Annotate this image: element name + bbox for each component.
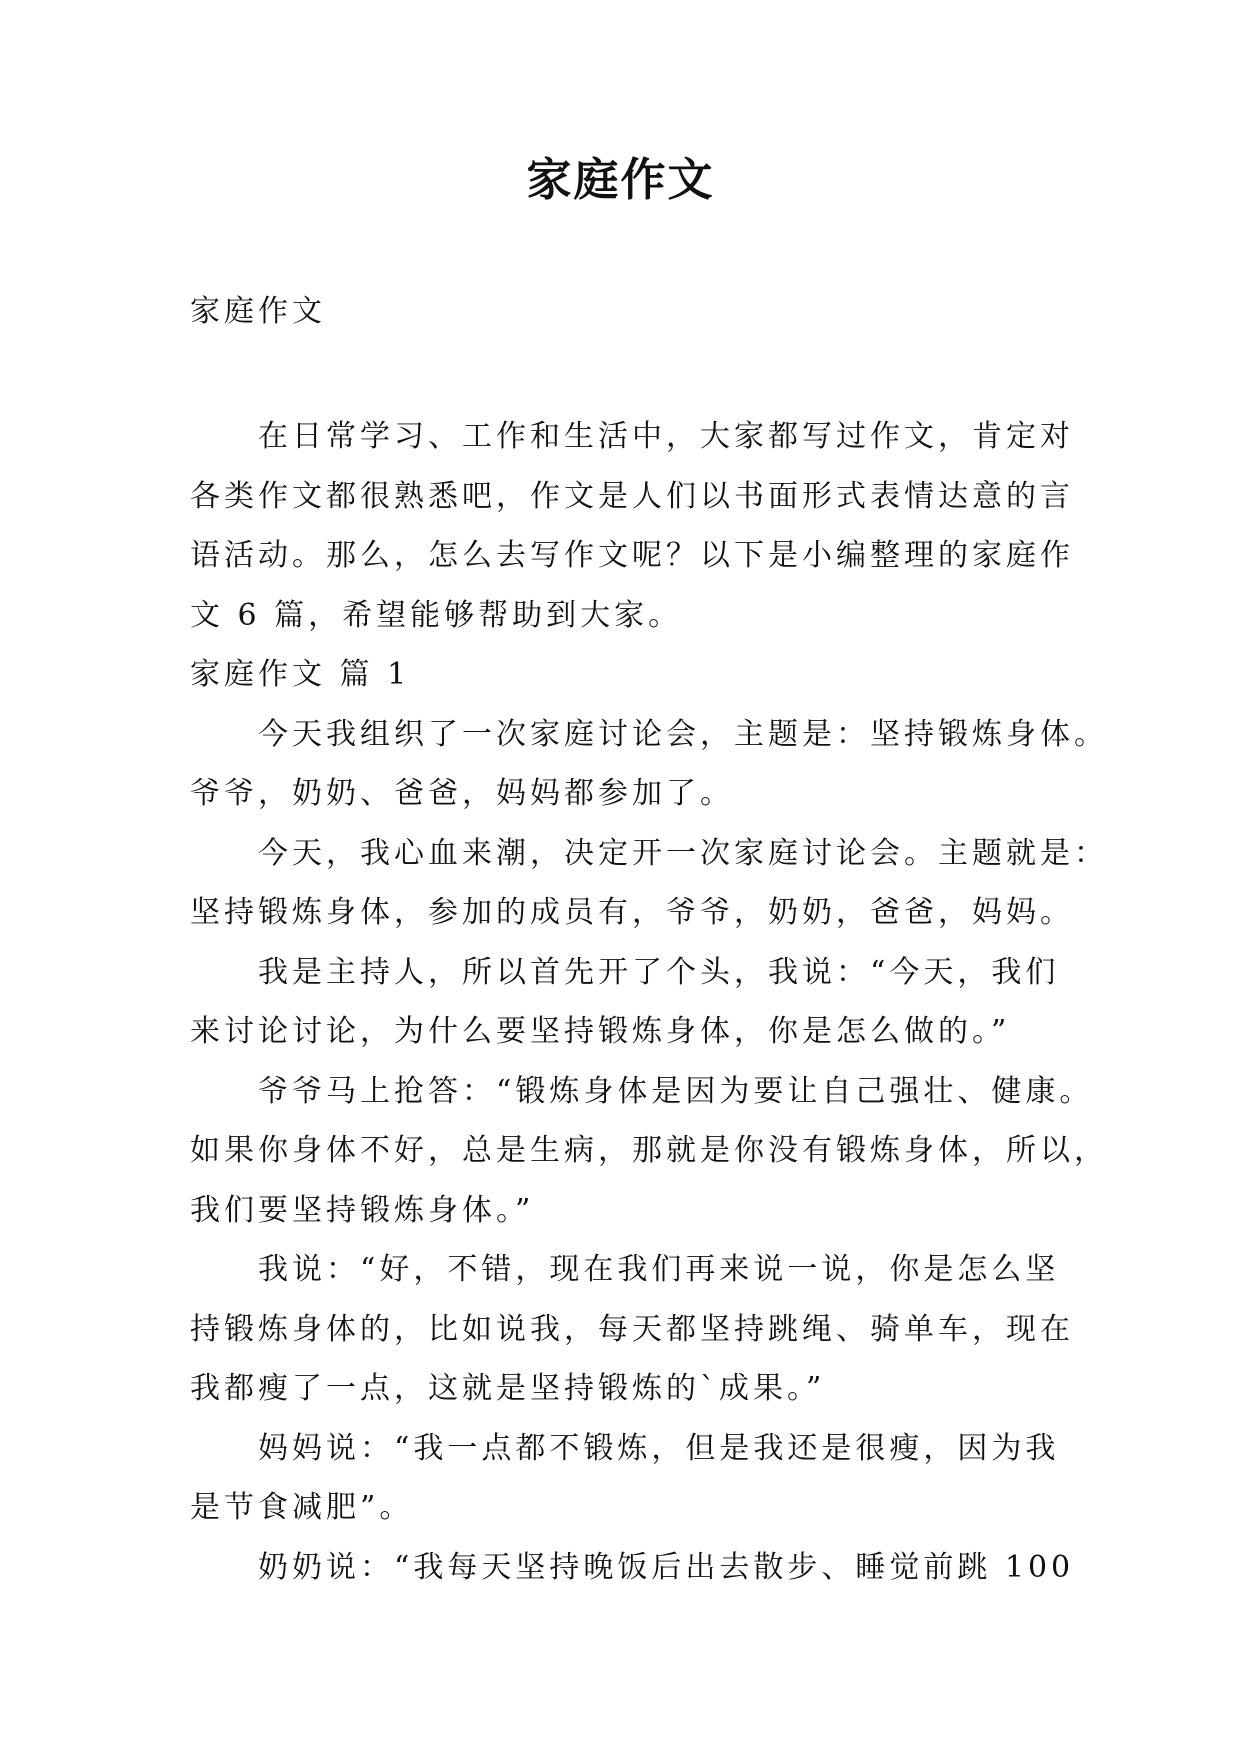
line-text: 我说：“好，不错，现在我们再来说一说，你是怎么坚 bbox=[258, 1252, 1060, 1287]
text-line bbox=[190, 1240, 1070, 1300]
document-subtitle: 家庭作文 bbox=[190, 294, 326, 329]
text-line bbox=[190, 1181, 1070, 1241]
text-line bbox=[190, 824, 1108, 884]
text-line bbox=[190, 764, 1070, 824]
text-line bbox=[190, 1538, 1075, 1598]
text-line bbox=[190, 526, 1074, 586]
line-text: 语活动。那么，怎么去写作文呢？以下是小编整理的家庭作 bbox=[190, 538, 1074, 573]
text-line bbox=[190, 1002, 1070, 1062]
line-text: 各类作文都很熟悉吧，作文是人们以书面形式表情达意的言 bbox=[190, 478, 1074, 514]
line-text: 我都瘦了一点，这就是坚持锻炼的`成果。” bbox=[190, 1371, 826, 1406]
text-line bbox=[190, 705, 1108, 765]
line-text: 是节食减肥”。 bbox=[190, 1490, 414, 1525]
text-line bbox=[190, 1359, 1070, 1419]
text-line bbox=[190, 883, 1074, 943]
line-text: 爷爷，奶奶、爸爸，妈妈都参加了。 bbox=[190, 776, 734, 811]
body-text bbox=[190, 407, 1108, 1597]
text-line bbox=[190, 1300, 1074, 1360]
text-line bbox=[190, 467, 1074, 527]
line-text: 家庭作文 篇 1 bbox=[190, 657, 411, 692]
line-text: 奶奶说：“我每天坚持晚饭后出去散步、睡觉前跳 100 bbox=[258, 1549, 1075, 1585]
line-text: 持锻炼身体的，比如说我，每天都坚持跳绳、骑单车，现在 bbox=[190, 1311, 1074, 1347]
line-text: 文 6 篇，希望能够帮助到大家。 bbox=[190, 597, 683, 633]
line-text: 如果你身体不好，总是生病，那就是你没有锻炼身体，所以， bbox=[190, 1133, 1108, 1168]
text-line bbox=[190, 943, 1070, 1003]
text-line bbox=[190, 1419, 1070, 1479]
text-line bbox=[190, 1121, 1108, 1181]
text-line bbox=[190, 586, 1070, 646]
line-text: 来讨论讨论，为什么要坚持锻炼身体，你是怎么做的。” bbox=[190, 1014, 1011, 1049]
line-text: 爷爷马上抢答：“锻炼身体是因为要让自己强壮、健康。 bbox=[258, 1073, 1094, 1109]
text-line bbox=[190, 407, 1074, 467]
page-title: 家庭作文 bbox=[526, 153, 715, 206]
line-text: 今天我组织了一次家庭讨论会，主题是：坚持锻炼身体。 bbox=[258, 716, 1108, 752]
line-text: 我是主持人，所以首先开了个头，我说：“今天，我们 bbox=[258, 954, 1060, 990]
text-line bbox=[190, 1478, 1070, 1538]
line-text: 在日常学习、工作和生活中，大家都写过作文，肯定对 bbox=[258, 419, 1074, 454]
line-text: 坚持锻炼身体，参加的成员有，爷爷，奶奶，爸爸，妈妈。 bbox=[190, 895, 1074, 930]
text-line bbox=[190, 645, 1070, 705]
line-text: 我们要坚持锻炼身体。” bbox=[190, 1192, 535, 1228]
line-text: 今天，我心血来潮，决定开一次家庭讨论会。主题就是： bbox=[258, 835, 1108, 871]
text-line bbox=[190, 1062, 1094, 1122]
line-text: 妈妈说：“我一点都不锻炼，但是我还是很瘦，因为我 bbox=[258, 1430, 1060, 1466]
